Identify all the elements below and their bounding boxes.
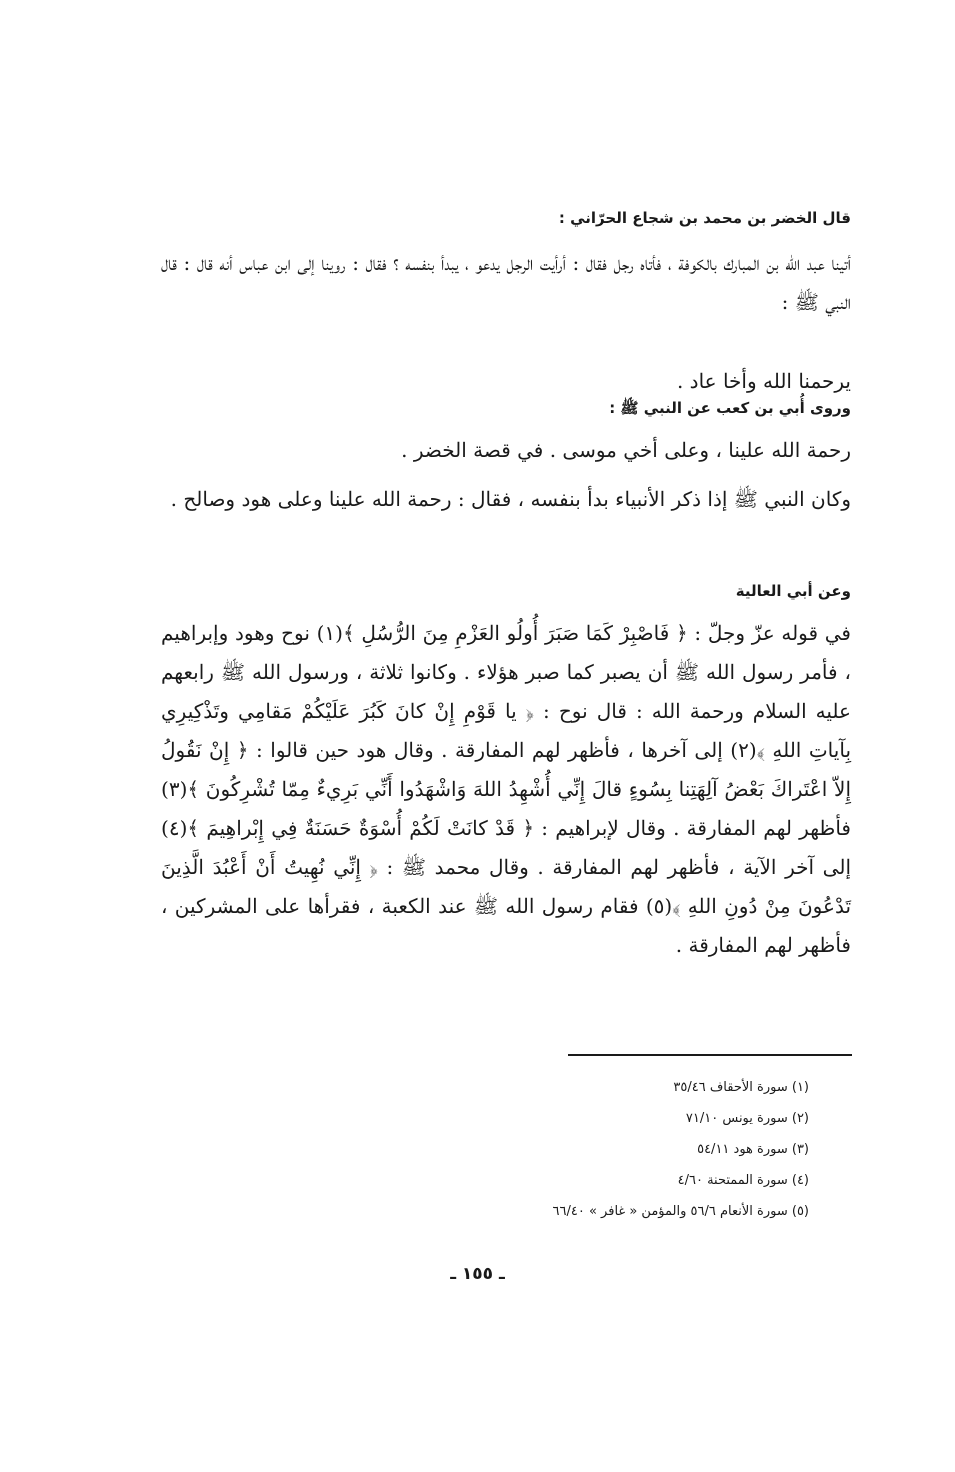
footnote-item: (١) سورة الأحقاف ٣٥/٤٦ xyxy=(673,1080,809,1095)
paragraph-ulul-azm: في قوله عزّ وجلّ : ﴿ فَاصْبِرْ كَمَا صَبَرَ أُولُو العَزْمِ مِنَ الرُّسُلِ ﴾(١) نوح وهود وإبراهيم ، فأمر رسول الله ﷺ أن يصبر كما صبر هؤلاء . وكانوا ثلاثة ، ورسول الله ﷺ رابعهم عليه السلام ورحمة الله : قال نوح : ﴿ يا قَوْمِ إِنْ كانَ كَبُرَ عَلَيْكُمْ مَقامِي وتَذْكِيرِي بِآياتِ اللهِ ﴾(٢) إلى آخرها ، فأظهر لهم المفارقة . وقال هود حين قالوا : ﴿ إِنْ نَقُولُ إِلاّ اعْتَراكَ بَعْضُ آلِهَتِنا بِسُوءٍ قالَ إِنِّي أُشْهِدُ اللهَ وَاشْهَدُوا أَنِّي بَرِيءٌ مِمّا تُشْرِكُونَ ﴾(٣) فأظهر لهم المفارقة . وقال لإبراهيم : ﴿ قَدْ كانَتْ لَكُمْ أُسْوَةٌ حَسَنَةٌ فِي إِبْراهِيمَ ﴾(٤) إلى آخر الآية ، فأظهر لهم المفارقة . وقال محمد ﷺ : ﴿ إِنِّي نُهِيتُ أَنْ أَعْبُدَ الَّذِينَ تَدْعُونَ مِنْ دُونِ اللهِ ﴾(٥) فقام رسول الله ﷺ عند الكعبة ، فقرأها على المشركين ، فأظهر لهم المفارقة . xyxy=(161,621,852,957)
hadith-yarhamuna: يرحمنا الله وأخا عاد . xyxy=(676,369,851,393)
paragraph-ibn-mubarak: أتينا عبد الله بن المبارك بالكوفة ، فأتاه رجل فقال : أرأيت الرجل يدعو ، يبدأ بنفسه ؟ فقال : روينا إلى ابن عباس أنه قال : قال النبي ﷺ : xyxy=(161,251,852,314)
footnotes-list xyxy=(309,1072,809,1227)
page-number: ـ ١٥٥ ـ xyxy=(450,1264,505,1284)
section-heading-ubayy: وروى أُبي بن كعب عن النبي ﷺ : xyxy=(609,399,851,417)
footnote-item: (٥) سورة الأنعام ٥٦/٦ والمؤمن « غافر » ٦٦/٤٠ xyxy=(552,1204,809,1219)
footnote-item: (٤) سورة الممتحنة ٤/٦٠ xyxy=(677,1173,809,1188)
hadith-rahmat-allah: رحمة الله علينا ، وعلى أخي موسى . في قصة الخضر . xyxy=(401,438,851,462)
footnote-divider xyxy=(568,1054,852,1056)
paragraph-anbiya: وكان النبي ﷺ إذا ذكر الأنبياء بدأ بنفسه ، فقال : رحمة الله علينا وعلى هود وصالح . xyxy=(170,487,851,511)
section-heading-abul-aliya: وعن أبي العالية xyxy=(735,582,851,600)
footnote-item: (٣) سورة هود ٥٤/١١ xyxy=(697,1142,809,1157)
section-heading-khidr: قال الخضر بن محمد بن شجاع الحرّاني : xyxy=(558,209,851,227)
footnote-item: (٢) سورة يونس ٧١/١٠ xyxy=(685,1111,809,1126)
